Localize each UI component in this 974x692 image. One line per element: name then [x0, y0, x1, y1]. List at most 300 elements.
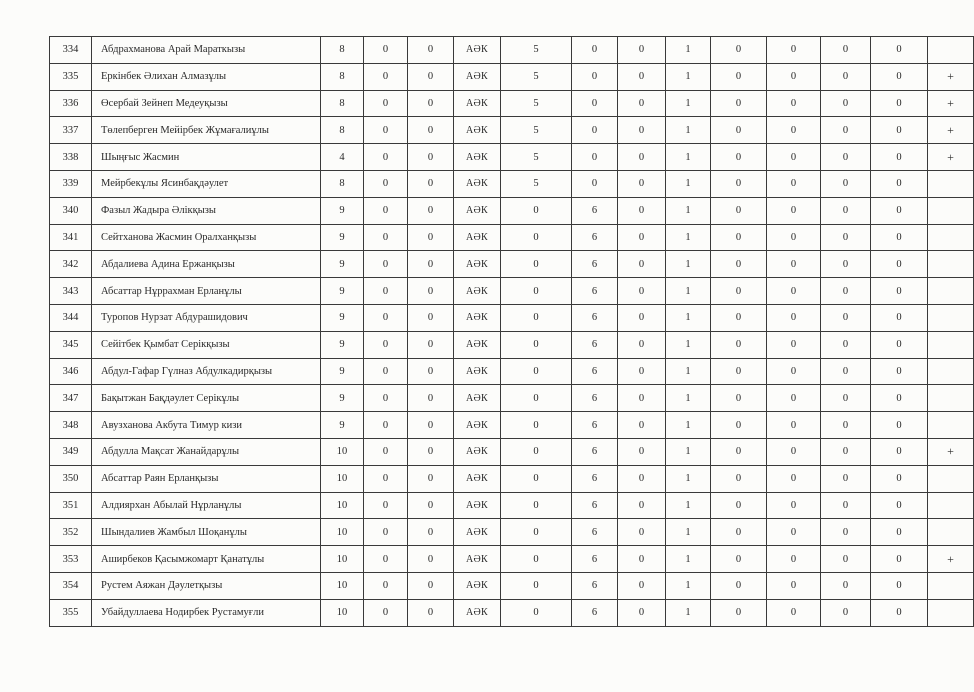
mark-cell: [928, 599, 974, 626]
value-cell: 0: [871, 63, 928, 90]
value-cell: 1: [666, 492, 711, 519]
subject-cell: АӘК: [454, 546, 501, 573]
mark-cell: [928, 519, 974, 546]
value-cell: 0: [767, 90, 821, 117]
value-cell: 0: [501, 465, 572, 492]
value-cell: 0: [871, 465, 928, 492]
subject-cell: АӘК: [454, 90, 501, 117]
value-cell: 0: [618, 37, 666, 64]
value-cell: 0: [618, 63, 666, 90]
value-cell: 0: [821, 63, 871, 90]
value-cell: 6: [572, 572, 618, 599]
value-cell: 0: [767, 331, 821, 358]
value-cell: 1: [666, 63, 711, 90]
student-name: Төлепберген Мейірбек Жұмағалиұлы: [92, 117, 321, 144]
value-cell: 0: [364, 358, 408, 385]
subject-cell: АӘК: [454, 438, 501, 465]
value-cell: 0: [408, 519, 454, 546]
value-cell: 0: [408, 599, 454, 626]
row-number: 339: [50, 170, 92, 197]
student-name: Авузханова Акбута Тимур кизи: [92, 412, 321, 439]
mark-cell: [928, 224, 974, 251]
value-cell: 0: [572, 170, 618, 197]
row-number: 334: [50, 37, 92, 64]
value-cell: 1: [666, 90, 711, 117]
value-cell: 0: [408, 572, 454, 599]
row-number: 346: [50, 358, 92, 385]
value-cell: 0: [821, 465, 871, 492]
subject-cell: АӘК: [454, 358, 501, 385]
value-cell: 0: [871, 492, 928, 519]
value-cell: 0: [767, 519, 821, 546]
value-cell: 0: [501, 438, 572, 465]
mark-cell: +: [928, 546, 974, 573]
value-cell: 0: [408, 144, 454, 171]
value-cell: 0: [501, 331, 572, 358]
value-cell: 1: [666, 358, 711, 385]
row-number: 336: [50, 90, 92, 117]
mark-cell: +: [928, 90, 974, 117]
value-cell: 0: [618, 304, 666, 331]
value-cell: 0: [572, 37, 618, 64]
mark-cell: [928, 37, 974, 64]
value-cell: 0: [364, 144, 408, 171]
value-cell: 0: [767, 63, 821, 90]
value-cell: 0: [821, 117, 871, 144]
table-row: [50, 224, 974, 251]
value-cell: 0: [364, 465, 408, 492]
value-cell: 0: [821, 385, 871, 412]
grade-cell: 8: [321, 90, 364, 117]
value-cell: 0: [767, 278, 821, 305]
subject-cell: АӘК: [454, 278, 501, 305]
value-cell: 0: [408, 304, 454, 331]
table-row: [50, 37, 974, 64]
value-cell: 0: [408, 331, 454, 358]
value-cell: 0: [364, 599, 408, 626]
value-cell: 0: [821, 224, 871, 251]
value-cell: 0: [364, 304, 408, 331]
student-name: Сейітбек Қымбат Серікқызы: [92, 331, 321, 358]
value-cell: 0: [871, 224, 928, 251]
student-name: Абсаттар Нұррахман Ерланұлы: [92, 278, 321, 305]
value-cell: 0: [408, 546, 454, 573]
mark-cell: [928, 304, 974, 331]
value-cell: 0: [711, 251, 767, 278]
value-cell: 0: [711, 170, 767, 197]
student-name: Өсербай Зейнеп Медеуқызы: [92, 90, 321, 117]
value-cell: 6: [572, 331, 618, 358]
value-cell: 0: [364, 572, 408, 599]
value-cell: 0: [821, 546, 871, 573]
student-name: Рустем Аяжан Дәулетқызы: [92, 572, 321, 599]
value-cell: 0: [767, 546, 821, 573]
table-row: [50, 358, 974, 385]
value-cell: 0: [871, 599, 928, 626]
value-cell: 0: [767, 412, 821, 439]
value-cell: 0: [501, 251, 572, 278]
value-cell: 0: [711, 224, 767, 251]
value-cell: 5: [501, 37, 572, 64]
value-cell: 0: [618, 438, 666, 465]
value-cell: 0: [821, 144, 871, 171]
value-cell: 0: [711, 331, 767, 358]
value-cell: 0: [501, 278, 572, 305]
table-row: [50, 385, 974, 412]
value-cell: 0: [408, 465, 454, 492]
value-cell: 6: [572, 197, 618, 224]
value-cell: 0: [821, 358, 871, 385]
value-cell: 0: [618, 519, 666, 546]
value-cell: 6: [572, 278, 618, 305]
subject-cell: АӘК: [454, 465, 501, 492]
value-cell: 0: [501, 492, 572, 519]
row-number: 353: [50, 546, 92, 573]
table-row: [50, 465, 974, 492]
grade-cell: 9: [321, 304, 364, 331]
value-cell: 6: [572, 251, 618, 278]
value-cell: 0: [618, 572, 666, 599]
value-cell: 0: [364, 37, 408, 64]
row-number: 342: [50, 251, 92, 278]
value-cell: 0: [364, 519, 408, 546]
table-row: [50, 546, 974, 573]
value-cell: 0: [408, 197, 454, 224]
value-cell: 0: [364, 224, 408, 251]
value-cell: 0: [364, 492, 408, 519]
value-cell: 0: [501, 197, 572, 224]
value-cell: 0: [501, 572, 572, 599]
value-cell: 0: [501, 358, 572, 385]
value-cell: 0: [501, 412, 572, 439]
student-name: Мейрбекұлы Ясинбақдәулет: [92, 170, 321, 197]
row-number: 350: [50, 465, 92, 492]
value-cell: 6: [572, 438, 618, 465]
mark-cell: [928, 412, 974, 439]
row-number: 351: [50, 492, 92, 519]
value-cell: 1: [666, 331, 711, 358]
row-number: 348: [50, 412, 92, 439]
subject-cell: АӘК: [454, 599, 501, 626]
grade-cell: 8: [321, 170, 364, 197]
value-cell: 0: [408, 117, 454, 144]
value-cell: 0: [408, 358, 454, 385]
grade-cell: 10: [321, 519, 364, 546]
grade-cell: 10: [321, 546, 364, 573]
value-cell: 6: [572, 412, 618, 439]
value-cell: 1: [666, 519, 711, 546]
value-cell: 0: [364, 438, 408, 465]
value-cell: 0: [871, 170, 928, 197]
value-cell: 0: [364, 170, 408, 197]
value-cell: 0: [821, 278, 871, 305]
subject-cell: АӘК: [454, 197, 501, 224]
value-cell: 0: [871, 90, 928, 117]
value-cell: 0: [871, 385, 928, 412]
value-cell: 0: [364, 117, 408, 144]
value-cell: 0: [618, 251, 666, 278]
row-number: 340: [50, 197, 92, 224]
student-name: Сейтханова Жасмин Оралханқызы: [92, 224, 321, 251]
subject-cell: АӘК: [454, 492, 501, 519]
student-name: Шындалиев Жамбыл Шоқанұлы: [92, 519, 321, 546]
value-cell: 0: [408, 278, 454, 305]
value-cell: 0: [364, 278, 408, 305]
value-cell: 0: [618, 331, 666, 358]
value-cell: 6: [572, 599, 618, 626]
value-cell: 6: [572, 304, 618, 331]
subject-cell: АӘК: [454, 572, 501, 599]
mark-cell: [928, 572, 974, 599]
value-cell: 1: [666, 278, 711, 305]
mark-cell: [928, 358, 974, 385]
value-cell: 0: [618, 358, 666, 385]
mark-cell: [928, 197, 974, 224]
student-name: Бақытжан Бақдәулет Серікұлы: [92, 385, 321, 412]
subject-cell: АӘК: [454, 412, 501, 439]
table-row: [50, 90, 974, 117]
value-cell: 0: [871, 117, 928, 144]
value-cell: 0: [408, 385, 454, 412]
value-cell: 0: [618, 385, 666, 412]
value-cell: 0: [364, 546, 408, 573]
grade-cell: 8: [321, 37, 364, 64]
subject-cell: АӘК: [454, 251, 501, 278]
value-cell: 0: [501, 224, 572, 251]
value-cell: 0: [767, 170, 821, 197]
value-cell: 0: [767, 358, 821, 385]
value-cell: 6: [572, 465, 618, 492]
student-name: Убайдуллаева Нодирбек Рустамуғли: [92, 599, 321, 626]
subject-cell: АӘК: [454, 385, 501, 412]
table-row: [50, 492, 974, 519]
value-cell: 0: [767, 438, 821, 465]
value-cell: 0: [408, 224, 454, 251]
value-cell: 0: [408, 251, 454, 278]
value-cell: 1: [666, 144, 711, 171]
student-name: Абсаттар Раян Ерланқызы: [92, 465, 321, 492]
row-number: 345: [50, 331, 92, 358]
value-cell: 0: [711, 358, 767, 385]
value-cell: 0: [618, 278, 666, 305]
value-cell: 0: [767, 117, 821, 144]
value-cell: 6: [572, 546, 618, 573]
value-cell: 0: [871, 197, 928, 224]
value-cell: 1: [666, 224, 711, 251]
value-cell: 6: [572, 385, 618, 412]
mark-cell: +: [928, 63, 974, 90]
mark-cell: [928, 492, 974, 519]
value-cell: 1: [666, 438, 711, 465]
table-row: [50, 144, 974, 171]
value-cell: 0: [711, 412, 767, 439]
value-cell: 0: [618, 170, 666, 197]
subject-cell: АӘК: [454, 37, 501, 64]
value-cell: 0: [408, 90, 454, 117]
value-cell: 0: [821, 331, 871, 358]
student-name: Туропов Нурзат Абдурашидович: [92, 304, 321, 331]
value-cell: 0: [501, 304, 572, 331]
grade-cell: 9: [321, 385, 364, 412]
value-cell: 0: [501, 599, 572, 626]
value-cell: 0: [711, 90, 767, 117]
value-cell: 0: [618, 117, 666, 144]
value-cell: 0: [711, 385, 767, 412]
value-cell: 0: [572, 117, 618, 144]
grade-cell: 10: [321, 438, 364, 465]
value-cell: 0: [821, 197, 871, 224]
grade-cell: 10: [321, 572, 364, 599]
value-cell: 0: [821, 251, 871, 278]
value-cell: 1: [666, 304, 711, 331]
value-cell: 0: [871, 438, 928, 465]
value-cell: 0: [767, 492, 821, 519]
grade-cell: 9: [321, 331, 364, 358]
value-cell: 5: [501, 144, 572, 171]
value-cell: 1: [666, 37, 711, 64]
value-cell: 0: [618, 144, 666, 171]
value-cell: 0: [821, 37, 871, 64]
subject-cell: АӘК: [454, 144, 501, 171]
subject-cell: АӘК: [454, 331, 501, 358]
value-cell: 0: [767, 599, 821, 626]
value-cell: 1: [666, 170, 711, 197]
value-cell: 0: [711, 492, 767, 519]
grade-cell: 10: [321, 465, 364, 492]
table-row: [50, 117, 974, 144]
row-number: 338: [50, 144, 92, 171]
mark-cell: [928, 331, 974, 358]
value-cell: 0: [821, 438, 871, 465]
value-cell: 0: [618, 599, 666, 626]
value-cell: 0: [618, 90, 666, 117]
value-cell: 0: [871, 412, 928, 439]
value-cell: 0: [572, 144, 618, 171]
value-cell: 1: [666, 599, 711, 626]
subject-cell: АӘК: [454, 304, 501, 331]
mark-cell: +: [928, 438, 974, 465]
value-cell: 0: [408, 37, 454, 64]
table-row: [50, 438, 974, 465]
table-row: [50, 519, 974, 546]
value-cell: 0: [501, 519, 572, 546]
student-name: Алдиярхан Абылай Нұрланұлы: [92, 492, 321, 519]
value-cell: 0: [408, 170, 454, 197]
value-cell: 1: [666, 465, 711, 492]
value-cell: 0: [364, 197, 408, 224]
value-cell: 1: [666, 412, 711, 439]
value-cell: 0: [871, 546, 928, 573]
value-cell: 5: [501, 63, 572, 90]
value-cell: 6: [572, 519, 618, 546]
value-cell: 0: [501, 385, 572, 412]
table-row: [50, 251, 974, 278]
value-cell: 0: [871, 358, 928, 385]
results-table: [49, 36, 974, 627]
value-cell: 0: [711, 572, 767, 599]
value-cell: 1: [666, 572, 711, 599]
table-row: [50, 331, 974, 358]
value-cell: 0: [767, 572, 821, 599]
value-cell: 0: [364, 331, 408, 358]
student-name: Абдрахманова Арай Мараткызы: [92, 37, 321, 64]
grade-cell: 9: [321, 224, 364, 251]
table-body: [50, 37, 974, 627]
value-cell: 1: [666, 197, 711, 224]
table-row: [50, 412, 974, 439]
student-name: Абдулла Мақсат Жанайдарұлы: [92, 438, 321, 465]
grade-cell: 9: [321, 278, 364, 305]
grade-cell: 10: [321, 599, 364, 626]
mark-cell: +: [928, 144, 974, 171]
row-number: 343: [50, 278, 92, 305]
row-number: 349: [50, 438, 92, 465]
value-cell: 0: [767, 465, 821, 492]
value-cell: 0: [711, 465, 767, 492]
table-row: [50, 63, 974, 90]
row-number: 355: [50, 599, 92, 626]
value-cell: 6: [572, 358, 618, 385]
student-name: Абдалиева Адина Ержанқызы: [92, 251, 321, 278]
value-cell: 0: [572, 63, 618, 90]
mark-cell: +: [928, 117, 974, 144]
subject-cell: АӘК: [454, 224, 501, 251]
row-number: 337: [50, 117, 92, 144]
grade-cell: 9: [321, 412, 364, 439]
row-number: 347: [50, 385, 92, 412]
value-cell: 0: [711, 304, 767, 331]
grade-cell: 10: [321, 492, 364, 519]
value-cell: 0: [871, 304, 928, 331]
value-cell: 0: [767, 197, 821, 224]
student-name: Еркінбек Әлихан Алмазұлы: [92, 63, 321, 90]
value-cell: 0: [618, 492, 666, 519]
grade-cell: 4: [321, 144, 364, 171]
mark-cell: [928, 465, 974, 492]
value-cell: 0: [767, 251, 821, 278]
value-cell: 0: [711, 37, 767, 64]
value-cell: 0: [711, 278, 767, 305]
row-number: 335: [50, 63, 92, 90]
student-name: Шыңғыс Жасмин: [92, 144, 321, 171]
value-cell: 0: [364, 385, 408, 412]
value-cell: 1: [666, 251, 711, 278]
value-cell: 0: [821, 599, 871, 626]
value-cell: 0: [871, 251, 928, 278]
value-cell: 0: [767, 385, 821, 412]
value-cell: 6: [572, 224, 618, 251]
value-cell: 5: [501, 117, 572, 144]
value-cell: 0: [618, 224, 666, 251]
row-number: 344: [50, 304, 92, 331]
student-name: Абдул-Гафар Гүлназ Абдулкадирқызы: [92, 358, 321, 385]
value-cell: 1: [666, 385, 711, 412]
value-cell: 0: [711, 63, 767, 90]
value-cell: 0: [821, 492, 871, 519]
value-cell: 0: [711, 519, 767, 546]
value-cell: 1: [666, 117, 711, 144]
value-cell: 0: [618, 412, 666, 439]
value-cell: 6: [572, 492, 618, 519]
value-cell: 0: [767, 144, 821, 171]
value-cell: 0: [364, 63, 408, 90]
value-cell: 0: [871, 519, 928, 546]
value-cell: 0: [364, 251, 408, 278]
mark-cell: [928, 278, 974, 305]
subject-cell: АӘК: [454, 170, 501, 197]
value-cell: 0: [821, 304, 871, 331]
value-cell: 0: [364, 412, 408, 439]
